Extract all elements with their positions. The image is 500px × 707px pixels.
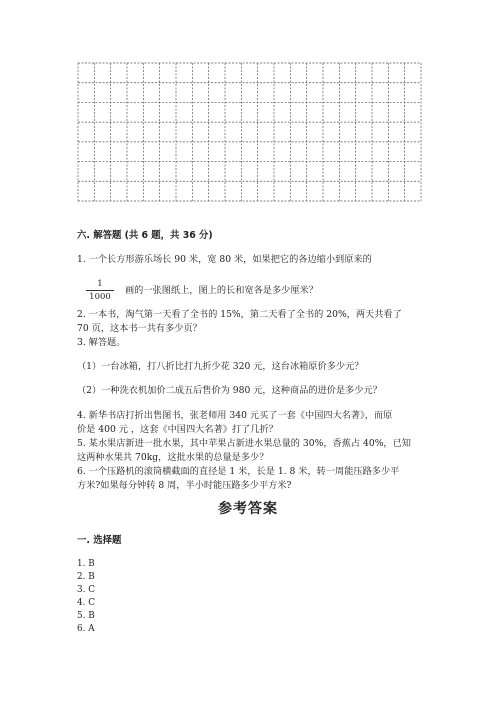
question-5-line-2: 这两种水果共 70kg，这批水果的总量是多少？ [77,452,269,463]
question-4-line-2: 价是 400 元 ，这套《中国四大名著》打了几折？ [77,424,278,435]
fraction-numerator: 1 [86,279,114,291]
grid-svg [77,62,422,202]
answer-item: 5. B [77,611,95,621]
fraction-denominator: 1000 [89,292,111,302]
question-3-sub-1: （1）一台冰箱，打八折比打九折少花 320 元，这台冰箱原价多少元？ [77,361,364,372]
question-2-line-2: 70 页，这本书一共有多少页？ [77,323,202,334]
question-1-line-2: 画的一张图纸上，图上的长和宽各是多少厘米？ [125,285,318,296]
question-6-line-2: 方米?如果每分钟转 8 周，半小时能压路多少平方米? [77,480,292,491]
question-2-line-1: 2. 一本书，淘气第一天看了全书的 15%，第二天看了全书的 20%，两天共看了 [77,309,402,320]
answer-item: 4. C [77,598,95,608]
question-5-line-1: 5. 某水果店新进一批水果，其中苹果占新进水果总量的 30%，香蕉占 40%，已知 [77,438,411,449]
answer-item: 6. A [77,624,95,634]
section-6-title: 六. 解答题 (共 6 题，共 36 分) [77,230,213,241]
question-4-line-1: 4. 新华书店打折出售图书，张老师用 340 元买了一套《中国四大名著》，而原 [77,410,393,421]
answer-item: 1. B [77,559,95,569]
answer-item: 3. C [77,585,95,595]
question-1-line-1: 1. 一个长方形游乐场长 90 米，宽 80 米，如果把它的各边缩小到原来的 [77,254,372,265]
fraction-1-over-1000 [86,279,114,302]
dashed-grid-box [77,62,422,202]
answers-section-1-title: 一. 选择题 [77,535,122,546]
answer-item: 2. B [77,572,95,582]
question-3: 3. 解答题。 [77,337,126,348]
question-6-line-1: 6. 一个压路机的滚筒横截面的直径是 1 米，长是 1. 8 米，转一周能压路多少平 [77,466,400,477]
question-3-sub-2: （2）一种洗衣机加价二成五后售价为 980 元，这种商品的进价是多少元？ [77,385,382,396]
answer-section-title: 参考答案 [218,501,278,517]
